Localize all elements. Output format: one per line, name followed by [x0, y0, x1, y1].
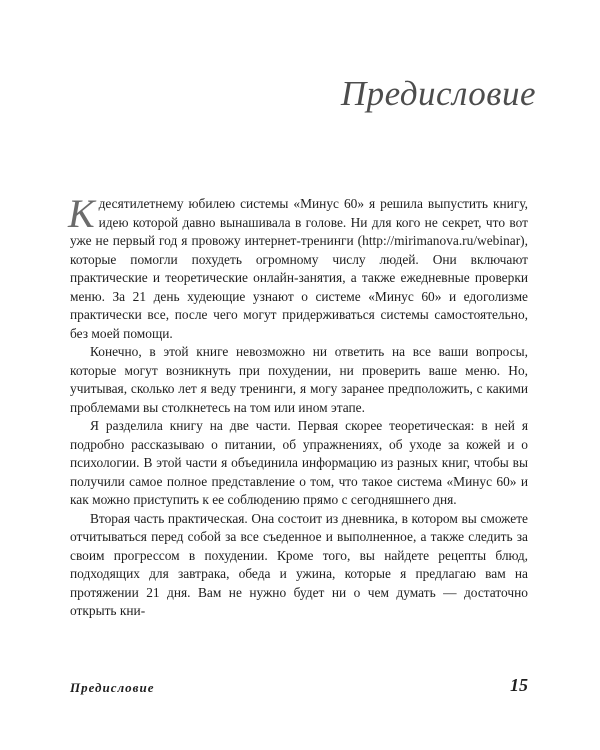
paragraph-2: Конечно, в этой книге невозможно ни ответить на все ваши вопросы, которые могут возникнуть при похудении, ни проверить ваше меню. Но, учитывая, сколько лет я веду тренинги, я могу заранее предположить, с какими проблемами вы столкнетесь на том или ином этапе. [70, 344, 528, 415]
paragraph-1-text: десятилетнему юбилею системы «Минус 60» я решила выпустить книгу, идею которой давно вынашивала в голове. Ни для кого не секрет, что вот уже не первый год я провожу интернет-тренинги (http://mirimanova.ru/webinar), которые помогли похудеть огромному числу людей. Они включают практические и теоретические онлайн-занятия, а также ежедневные проверки меню. За 21 день худеющие узнают о системе «Минус 60» и едоголизме практически все, после чего могут придерживаться системы самостоятельно, без моей помощи. [70, 196, 528, 341]
running-footer-title: Предисловие [70, 680, 155, 695]
chapter-title: Предисловие [340, 74, 536, 113]
body-text [68, 191, 528, 621]
drop-cap: К [68, 191, 95, 236]
paragraph-4: Вторая часть практическая. Она состоит из дневника, в котором вы сможете отчитываться перед собой за все съеденное и выполненное, а также следить за своим прогрессом в похудении. Кроме того, вы найдете рецепты блюд, подходящих для завтрака, обеда и ужина, которые я предлагаю вам на протяжении 21 дня. Вам не нужно будет ни о чем думать — достаточно открыть кни- [70, 510, 528, 618]
paragraph-1 [68, 191, 528, 343]
page-number: 15 [510, 675, 528, 695]
paragraph-3: Я разделила книгу на две части. Первая скорее теоретическая: в ней я подробно рассказываю о питании, об упражнениях, об уходе за кожей и о психологии. В этой части я объединила информацию из разных книг, чтобы вы получили самое полное представление о том, что такое система «Минус 60» и как можно приступить к ее соблюдению прямо с сегодняшнего дня. [70, 418, 528, 507]
